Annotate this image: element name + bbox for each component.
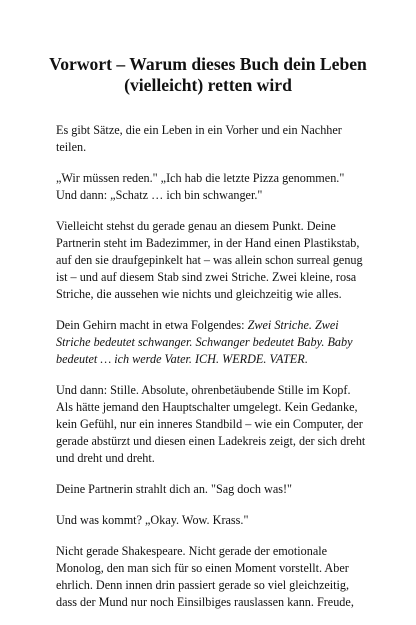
paragraph-4 [56, 317, 368, 368]
paragraph-2-line-2: Und dann: „Schatz … ich bin schwanger." [56, 188, 263, 202]
paragraph-4-italic: Zwei Striche. Zwei Striche bedeutet schwanger. Schwanger bedeutet Baby. Baby bedeutet … ich werde Vater. ICH. WERDE. VATER [56, 318, 353, 366]
paragraph-4-end: . [304, 352, 308, 366]
chapter-body [56, 122, 368, 625]
paragraph-2 [56, 170, 368, 204]
paragraph-6: Deine Partnerin strahlt dich an. "Sag doch was!" [56, 482, 293, 496]
paragraph-5: Und dann: Stille. Absolute, ohrenbetäubende Stille im Kopf. Als hätte jemand den Hauptschalter umgelegt. Kein Gedanke, kein Gefühl, nur ein inneres Standbild – wie ein Computer, der gerade abstürzt und diesen einen Ladekreis zeigt, der sich dreht und dreht und dreht. [56, 383, 366, 465]
paragraph-4-intro: Dein Gehirn macht in etwa Folgendes: [56, 318, 248, 332]
paragraph-3: Vielleicht stehst du gerade genau an diesem Punkt. Deine Partnerin steht im Badezimmer, in der Hand einen Plastikstab, auf den sie draufgepinkelt hat – was allein schon surreal genug ist – und auf diesem Stab sind zwei Striche. Zwei kleine, rosa Striche, die aussehen wie nichts und gleichzeitig wie alles. [56, 219, 363, 301]
chapter-title: Vorwort – Warum dieses Buch dein Leben (vielleicht) retten wird [49, 54, 367, 95]
paragraph-7: Und was kommt? „Okay. Wow. Krass." [56, 513, 249, 527]
paragraph-8: Nicht gerade Shakespeare. Nicht gerade der emotionale Monolog, den man sich für so einen Moment vorstellt. Aber ehrlich. Denn innen drin passiert gerade so viel gleichzeitig, dass der Mund nur noch Einsilbiges rauslassen kann. Freude, [56, 544, 354, 609]
paragraph-2-line-1: „Wir müssen reden." „Ich hab die letzte Pizza genommen." [56, 171, 345, 185]
paragraph-1: Es gibt Sätze, die ein Leben in ein Vorher und ein Nachher teilen. [56, 123, 342, 154]
